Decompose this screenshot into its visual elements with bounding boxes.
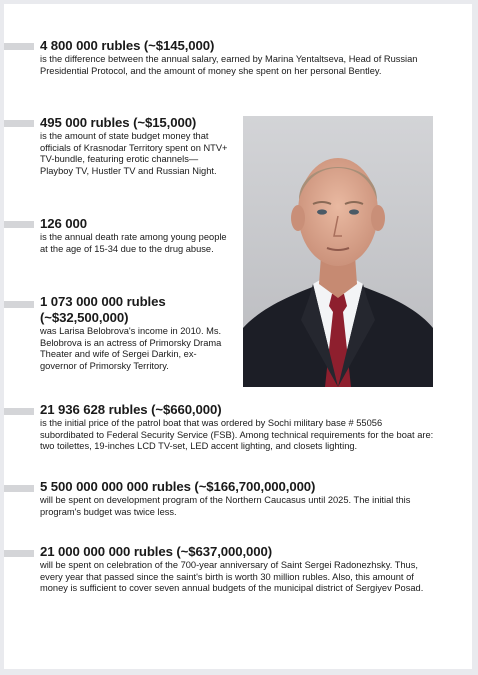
- entry-marker: [4, 485, 34, 492]
- article-page: [4, 4, 472, 669]
- fact-entry: [40, 115, 228, 177]
- fact-description: will be spent on development program of the Northern Caucasus until 2025. The initial this program's budget was twice less.: [40, 495, 411, 517]
- portrait-photo: [243, 116, 433, 387]
- fact-title: 126 000: [40, 216, 87, 231]
- fact-entry: [40, 216, 228, 255]
- fact-description: will be spent on celebration of the 700-year anniversary of Saint Sergei Radonezhsky. Thus, every year that passed since the saint's birth is worth 30 million rubles. Also, this amount of money is sufficient to cover seven annual budgets of the municipal district of Sergiyev Posad.: [40, 560, 424, 594]
- entry-marker: [4, 43, 34, 50]
- fact-entry: [40, 402, 436, 453]
- fact-description: is the annual death rate among young people at the age of 15-34 due to the drug abuse.: [40, 232, 227, 254]
- fact-description: is the initial price of the patrol boat that was ordered by Sochi military base # 55056 subordibated to Federal Security Service (FSB). Among technical requirements for the boat are: two toilettes, 19-inches LCD TV-set, LED accent lighting, and closets lighting.: [40, 418, 434, 452]
- fact-title: 21 000 000 000 rubles (~$637,000,000): [40, 544, 273, 559]
- fact-description: is the difference between the annual salary, earned by Marina Yentaltseva, Head of Russian Presidential Protocol, and the amount of money she spent on her personal Bentley.: [40, 54, 418, 76]
- fact-entry: [40, 294, 228, 372]
- fact-title: 4 800 000 rubles (~$145,000): [40, 38, 215, 53]
- entry-marker: [4, 301, 34, 308]
- fact-description: was Larisa Belobrova's income in 2010. Ms. Belobrova is an actress of Primorsky Drama Theater and wife of Sergei Darkin, ex-governor of Primorsky Territory.: [40, 326, 222, 371]
- entry-marker: [4, 550, 34, 557]
- fact-description: is the amount of state budget money that officials of Krasnodar Territory spent on NTV+ TV-bundle, featuring erotic channels—Playboy TV, Hustler TV and Russian Night.: [40, 131, 228, 176]
- portrait-illustration: [243, 116, 433, 387]
- fact-entry: [40, 38, 436, 77]
- entry-marker: [4, 408, 34, 415]
- fact-title: 1 073 000 000 rubles (~$32,500,000): [40, 294, 166, 325]
- entry-marker: [4, 120, 34, 127]
- fact-title: 5 500 000 000 000 rubles (~$166,700,000,000): [40, 479, 316, 494]
- entry-marker: [4, 221, 34, 228]
- fact-title: 21 936 628 rubles (~$660,000): [40, 402, 222, 417]
- fact-title: 495 000 rubles (~$15,000): [40, 115, 197, 130]
- fact-entry: [40, 479, 436, 518]
- fact-entry: [40, 544, 436, 595]
